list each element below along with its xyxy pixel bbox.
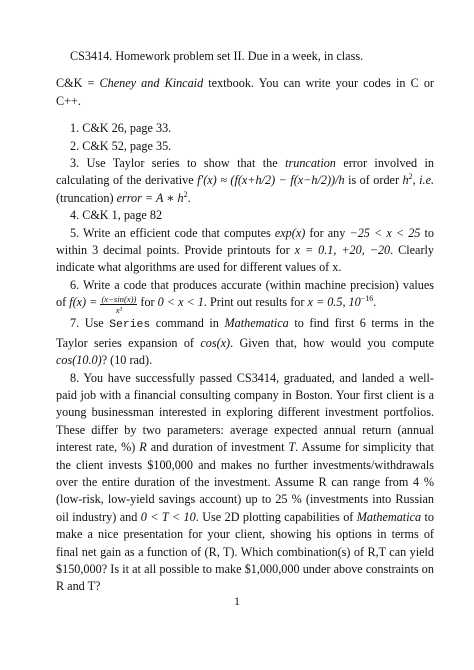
- series-command: Series: [109, 319, 151, 332]
- problem-5: 5. Write an efficient code that computes exp(x) for any −25 < x < 25 to within 3 decimal points. Provide printouts for x = 0.1, +20, −20. Clearly indicate what algorithms are used for different values of x.: [56, 225, 434, 275]
- problem-1: 1. C&K 26, page 33.: [70, 121, 172, 136]
- problem-6: 6. Write a code that produces accurate (within machine precision) values of f(x) = $\frac{(x-\sin(x))}{\text{x³}}$ for 0 < x < 1. Print out results for x = 0.5, $10^{-16}$.: [56, 277, 434, 316]
- page-number: 1: [234, 594, 240, 608]
- textbook-title: Cheney and Kincaid: [99, 76, 204, 91]
- problem-7: 7. Use Series command in Mathematica to find first 6 terms in the Taylor series expansion of cos(x). Given that, how would you compute cos(10.0)? (10 rad).: [56, 316, 435, 368]
- problem-3: 3. Use Taylor series to show that the truncation error involved in calculating of the derivative f′(x) ≈ (f(x+h/2) − f(x−h/2))/h is of order $h^2$, i.e. (truncation) error = A ∗ $h^2$.: [56, 156, 435, 205]
- intro-line: C&K = Cheney and Kincaid textbook. You can write your codes in C or C++.: [56, 76, 434, 108]
- problem-4: 4. C&K 1, page 82: [70, 208, 163, 223]
- problem-8: 8. You have successfully passed CS3414, graduated, and landed a well-paid job with a financial consulting company in Boston. Your first client is a young businessman interested in exploring different investment portfolios. These differ by two parameters: average expected annual return (annual interest rate, %) R and duration of investment T. Assume for simplicity that the client invests $100,000 and makes no further investments/withdrawals over the entire duration of the investment. Assume R can range from 4 % (low-risk, low-yield savings account) up to 25 % (investments into Russian oil industry) and 0 < T < 10. Use 2D plotting capabilities of Mathematica to make a nice presentation for your client, showing his options in terms of final net gain as a function of (R, T). Which combination(s) of R,T can yield $150,000? Is it at all possible to make $1,000,000 under above constraints on R and T?: [56, 370, 434, 594]
- problem-2: 2. C&K 52, page 35.: [70, 138, 172, 153]
- page-header: CS3414. Homework problem set II. Due in a week, in class.: [70, 49, 364, 63]
- error-formula: error = A ∗ h: [116, 190, 184, 205]
- derivative-formula: f′(x) ≈ (f(x+h/2) − f(x−h/2))/h: [197, 173, 345, 188]
- fraction: $\frac{(x-\sin(x))}{\text{x³}}$: [101, 294, 137, 316]
